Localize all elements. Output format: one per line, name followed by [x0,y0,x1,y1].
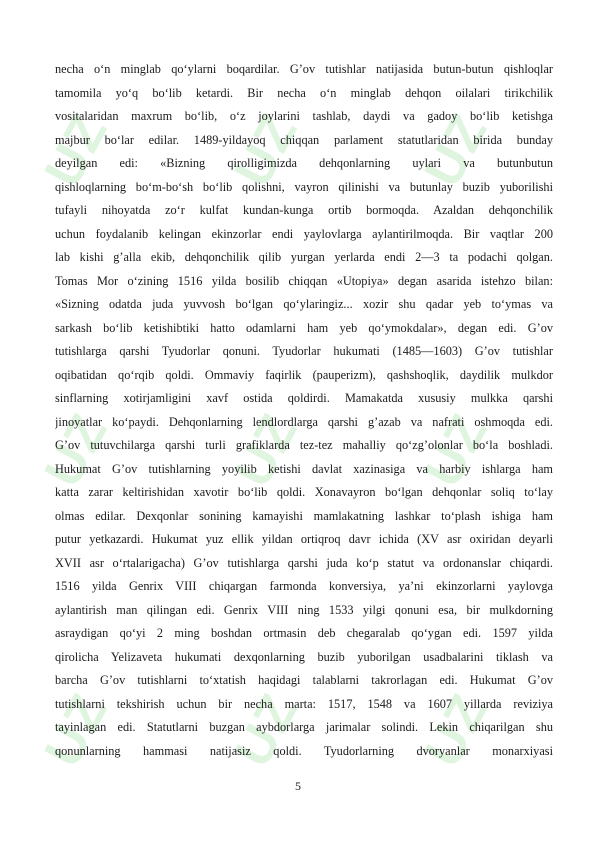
text-line: jinoyatlar ko‘paydi. Dehqonlarning lendlordlarga qarshi g’azab va nafrati oshmoqda edi. [55,414,553,429]
watermark: UZ [33,684,120,776]
text-line: Tomas Mor o‘zining 1516 yilda bosilib chiqqan «Utopiya» degan asarida istehzo bilan: [55,273,553,288]
text-line: qishloqlarning bo‘m-bo‘sh bo‘lib qolishni, vayron qilinishi va butunlay buzib yuborilishi [55,179,553,194]
text-line: 1516 yilda Genrix VIII chiqargan farmonda konversiya, ya’ni ekinzorlarni yaylovga [55,579,553,593]
text-line: sinflarning xotirjamligini xavf ostida qoldirdi. Mamakatda xususiy mulkka qarshi [55,391,553,405]
text-line: necha o‘n minglab qo‘ylarni boqardilar. G’ov tutishlar natijasida butun-butun qishloqlar [55,62,553,76]
watermark: UZ [33,404,120,496]
text-line: sarkash bo‘lib ketishibtiki hatto odamlarni ham yeb qo‘ymokdalar», degan edi. G’ov [55,320,553,335]
watermark: UZ [413,104,500,196]
text-line: oqibatidan qo‘rqib qoldi. Ommaviy faqirlik (pauperizm), qashshoqlik, daydilik mulkdor [55,367,553,382]
text-line: XVII asr o‘rtalarigacha) G’ov tutishlarga qarshi juda ko‘p statut va ordonanslar chiqardi. [55,555,553,570]
text-line: tayinlagan edi. Statutlarni buzgan aybdorlarga jarimalar solindi. Lekin chiqarilgan shu [55,720,553,734]
watermark: UZ [223,684,310,776]
text-line: Hukumat G’ov tutishlarning yoyilib ketishi davlat xazinasiga va harbiy ishlarga ham [55,461,553,476]
text-line: tutishlarni tekshirish uchun bir necha marta: 1517, 1548 va 1607 yillarda reviziya [55,696,553,711]
text-line: lab kishi g’alla ekib, dehqonchilik qilib yurgan yerlarda endi 2—3 ta podachi qolgan. [55,250,553,264]
watermark: UZ [33,104,120,196]
text-line: G’ov tutuvchilarga qarshi turli grafiklarda tez-tez mahalliy qo‘zg’olonlar bo‘la boshladi. [55,438,553,452]
text-line: qirolicha Yelizaveta hukumati dexqonlarning buzib yuborilgan usadbalarini tiklash va [55,649,553,664]
text-line: olmas edilar. Dexqonlar sonining kamayishi mamlakatning lashkar to‘plash ishiga ham [55,508,553,523]
text-line: «Sizning odatda juda yuvvosh bo‘lgan qo‘ylaringiz... xozir shu qadar yeb to‘ymas va [55,297,553,311]
text-line: qonunlarning hammasi natijasiz qoldi. Tyudorlarning dvoryanlar monarxiyasi [55,743,553,758]
watermark: UZ [413,404,500,496]
page-number: 5 [295,779,301,793]
watermark: UZ [223,104,310,196]
text-line: barcha G’ov tutishlarni to‘xtatish haqidagi talablarni takrorlagan edi. Hukumat G’ov [55,673,553,687]
text-line: aylantirish man qilingan edi. Genrix VIII ning 1533 yilgi qonuni esa, bir mulkdorning [55,602,553,617]
text-line: tutishlarga qarshi Tyudorlar qonuni. Tyudorlar hukumati (1485—1603) G’ov tutishlar [55,344,553,358]
body-text [55,58,553,763]
text-line: katta zarar keltirishidan xavotir bo‘lib qoldi. Xonavayron bo‘lgan dehqonlar soliq to‘lay [55,485,553,499]
text-line: deyilgan edi: «Bizning qirolligimizda dehqonlarning uylari va butunbutun [55,156,553,170]
text-line: tufayli nihoyatda zo‘r kulfat kundan-kunga ortib bormoqda. Azaldan dehqonchilik [55,203,553,217]
text-line: vositalaridan maxrum bo‘lib, o‘z joylarini tashlab, daydi va gadoy bo‘lib ketishga [55,109,553,123]
text-line: uchun foydalanib kelingan ekinzorlar endi yaylovlarga aylantirilmoqda. Bir vaqtlar 200 [55,226,553,241]
text-line: asraydigan qo‘yi 2 ming boshdan ortmasin deb chegaralab qo‘ygan edi. 1597 yilda [55,626,553,640]
text-line: putur yetkazardi. Hukumat yuz ellik yildan ortiqroq davr ichida (XV asr oxiridan deyarli [55,532,553,546]
watermark: UZ [413,684,500,776]
watermark: UZ [223,404,310,496]
text-line: majbur bo‘lar edilar. 1489-yildayoq chiqqan parlament statutlaridan birida bunday [55,132,553,147]
text-line: tamomila yo‘q bo‘lib ketardi. Bir necha o‘n minglab dehqon oilalari tirikchilik [55,85,553,100]
